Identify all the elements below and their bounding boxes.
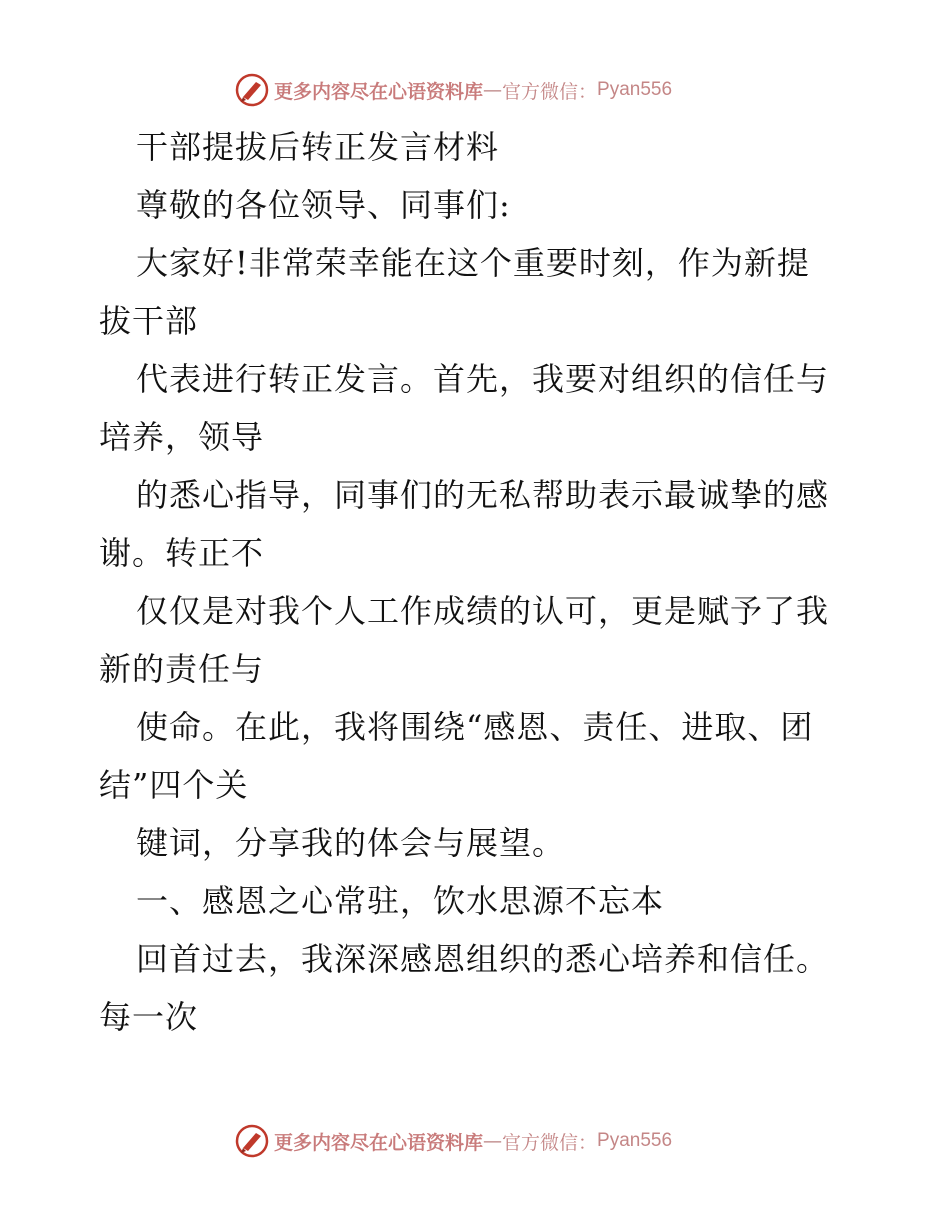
header-banner — [234, 70, 672, 110]
body-line: 拔干部 — [99, 302, 199, 340]
banner-wechat-id: Pyan556 — [597, 79, 673, 100]
body-line: 的悉心指导，同事们的无私帮助表示最诚挚的感 — [136, 476, 830, 514]
body-line: 每一次 — [99, 998, 199, 1036]
body-line: 键词，分享我的体会与展望。 — [136, 824, 566, 862]
pen-logo-icon — [234, 72, 270, 108]
body-line: 大家好!非常荣幸能在这个重要时刻，作为新提 — [136, 244, 810, 282]
document-body — [99, 118, 859, 1046]
body-line: 代表进行转正发言。首先，我要对组织的信任与 — [136, 360, 830, 398]
banner-separator: — — [483, 79, 503, 101]
body-line: 使命。在此，我将围绕“感恩、责任、进取、团 — [136, 708, 814, 746]
pen-logo-icon — [234, 1123, 270, 1159]
body-line: 新的责任与 — [99, 650, 265, 688]
banner-wechat-label: 官方微信： — [502, 1131, 598, 1154]
banner-wechat-id: Pyan556 — [597, 1130, 673, 1151]
salutation: 尊敬的各位领导、同事们: — [136, 186, 511, 224]
banner-text: 更多内容尽在心语资料库 — [274, 80, 484, 103]
body-line: 仅仅是对我个人工作成绩的认可，更是赋予了我 — [136, 592, 830, 630]
body-line: 结”四个关 — [99, 766, 249, 804]
banner-text: 更多内容尽在心语资料库 — [274, 1131, 484, 1154]
section-heading: 一、感恩之心常驻，饮水思源不忘本 — [136, 882, 665, 920]
banner-wechat-label: 官方微信： — [502, 80, 598, 103]
banner-separator: — — [483, 1130, 503, 1152]
body-line: 谢。转正不 — [99, 534, 265, 572]
footer-banner — [234, 1121, 672, 1161]
document-title: 干部提拔后转正发言材料 — [136, 128, 500, 166]
body-line: 回首过去，我深深感恩组织的悉心培养和信任。 — [136, 940, 830, 978]
body-line: 培养，领导 — [99, 418, 265, 456]
